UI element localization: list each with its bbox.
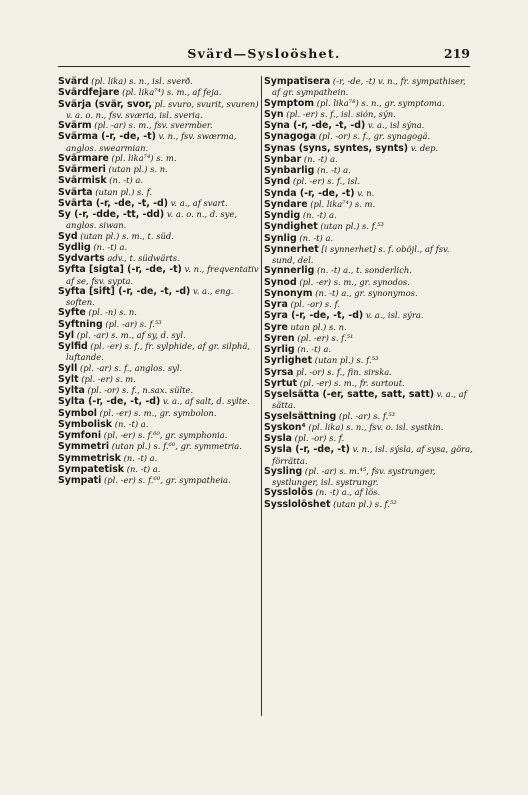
entry-definition: (pl. lika⁷⁴) s. m.: [307, 198, 376, 209]
dictionary-entry: [264, 244, 474, 266]
entry-headword: Syfta [sigta] (-r, -de, -t): [58, 264, 182, 276]
entry-definition: v. n., freqventativ af se, fsv. sypta.: [66, 264, 259, 286]
dictionary-entry: [264, 98, 474, 109]
dictionary-entry: [264, 210, 474, 221]
entry-definition: v. a., af sätta.: [272, 389, 467, 411]
entry-definition: (pl. -n) s. n.: [85, 307, 137, 318]
entry-definition: (n. -t) a.: [112, 418, 149, 429]
entry-definition: (n. -t) a.: [296, 232, 334, 243]
dictionary-entry: [58, 396, 260, 407]
entry-definition: (utan pl.) s. f.⁵³: [312, 355, 379, 366]
dictionary-entry: [264, 109, 474, 120]
entry-definition: (pl. -er) s. f.⁶⁰, gr. sympatheia.: [101, 475, 231, 485]
dictionary-entry: [58, 419, 260, 430]
dictionary-entry: [264, 143, 474, 154]
dictionary-entry: [58, 164, 260, 175]
entry-headword: Symmetri: [58, 441, 110, 453]
entry-headword: Syrlig: [264, 344, 295, 355]
dictionary-entry: [58, 76, 260, 87]
entry-definition: (n. -t) a., t. sonderlich.: [314, 265, 412, 276]
dictionary-entry: [58, 385, 260, 396]
entry-headword: Syra (-r, -de, -t, -d): [264, 310, 364, 322]
dictionary-entry: [58, 475, 260, 486]
entry-definition: (utan pl.) s. m., t. süd.: [77, 230, 174, 241]
entry-definition: (utan pl.) s. f.⁵³: [317, 221, 384, 232]
entry-definition: v. a., af salt, d. sylte.: [160, 396, 250, 407]
dictionary-entry: [264, 188, 474, 199]
entry-headword: Syndig: [264, 210, 301, 221]
entry-definition: (pl. -er) s. f., isl.: [290, 176, 360, 187]
entry-headword: Syrlighet: [264, 355, 313, 367]
entry-headword: Sympatetisk: [58, 463, 125, 475]
entry-headword: Svärd: [58, 76, 89, 87]
dictionary-entry: [264, 233, 474, 244]
entry-definition: v. n.: [354, 187, 375, 198]
dictionary-entry: [264, 411, 474, 422]
entry-definition: (pl. -or) s. f.: [287, 299, 341, 309]
dictionary-entry: [58, 187, 260, 198]
page-header: [58, 46, 470, 67]
dictionary-entry: [264, 165, 474, 176]
dictionary-entry: [264, 444, 474, 466]
entry-headword: Syna (-r, -de, -t, -d): [264, 120, 366, 131]
entry-definition: v. a. o. n., d. sye, anglos. siwan.: [66, 209, 238, 231]
dictionary-entry: [58, 374, 260, 385]
entry-definition: (n. -t) a.: [90, 241, 128, 252]
dictionary-entry: [58, 242, 260, 253]
entry-headword: Symbol: [58, 407, 97, 419]
dictionary-entry: [264, 378, 474, 389]
entry-definition: v. a., isl. sýra.: [363, 310, 424, 321]
dictionary-entry: [264, 367, 474, 378]
entry-headword: Syndare: [264, 198, 308, 210]
entry-headword: Svärja (svär, svor,: [58, 98, 152, 110]
dictionary-entry: [58, 209, 260, 231]
entry-headword: Syftning: [58, 318, 103, 330]
entry-headword: Syrsa: [264, 366, 294, 378]
dictionary-entry: [58, 99, 260, 121]
entry-headword: Svärta (-r, -de, -t, -d): [58, 197, 168, 209]
dictionary-entry: [58, 286, 260, 308]
entry-definition: (pl. -ar) s. f.⁵³: [102, 318, 162, 329]
entry-headword: Sydlig: [58, 241, 91, 253]
entry-definition: (pl. -er) s. m., fr. surtout.: [297, 377, 405, 388]
entry-definition: (n. -t) a.: [124, 463, 161, 474]
dictionary-entry: [264, 422, 474, 433]
dictionary-entry: [264, 355, 474, 366]
entry-definition: (n. -t) a.: [300, 210, 337, 220]
entry-definition: (pl. -ar) s. m., af sy, d. syl.: [74, 329, 186, 340]
dictionary-entry: [264, 499, 474, 510]
dictionary-entry: [58, 120, 260, 131]
entry-headword: Sysslolöshet: [264, 498, 331, 510]
entry-headword: Synbarlig: [264, 165, 315, 176]
entry-headword: Syselsättning: [264, 410, 337, 422]
entry-headword: Syndighet: [264, 221, 318, 233]
dictionary-entry: [58, 175, 260, 186]
entry-definition: (pl. -er) s. f.⁵¹: [294, 332, 354, 343]
entry-definition: (pl. -er) s. f.⁶⁰, gr. symphonia.: [101, 430, 228, 440]
dictionary-entry: [58, 441, 260, 452]
entry-definition: (n. -t) a.: [120, 452, 158, 463]
entry-headword: Svärmeri: [58, 164, 106, 175]
entry-headword: Sylta (-r, -de, -t, -d): [58, 396, 161, 408]
dictionary-entry: [58, 253, 260, 264]
entry-definition: (pl. -ar) s. f.⁵³: [336, 410, 396, 421]
entry-definition: (pl. -ar) s. f., anglos. syl.: [77, 362, 183, 373]
entry-headword: Syskon⁴: [264, 421, 306, 433]
entry-definition: pl. svuro, svurit, svuren) v. a. o. n., fsv. sværia, isl. sveria.: [66, 98, 259, 120]
dictionary-entry: [264, 344, 474, 355]
entry-definition: (pl. lika) s. n., isl. sverð.: [88, 76, 193, 86]
dictionary-entry: [264, 288, 474, 299]
entry-headword: Synnerhet: [264, 243, 319, 255]
entry-definition: pl. -or) s. f., fin. sirska.: [293, 366, 392, 377]
running-head: Svärd—Sysloöshet.: [187, 46, 341, 61]
dictionary-entry: [264, 131, 474, 142]
entry-headword: Synd: [264, 176, 291, 188]
entry-definition: (pl. lika⁷⁸) s. n., gr. symptoma.: [314, 97, 445, 108]
entry-definition: (pl. -er) s. m., gr. synodos.: [296, 276, 410, 287]
entry-headword: Synbar: [264, 153, 302, 165]
dictionary-entry: [264, 466, 474, 488]
dictionary-entry: [264, 322, 474, 333]
dictionary-entry: [264, 120, 474, 131]
entry-headword: Syselsätta (-er, satte, satt, satt): [264, 389, 434, 400]
dictionary-entry: [58, 341, 260, 363]
entry-definition: (n. -t) a., af lös.: [312, 487, 381, 498]
entry-headword: Svärta: [58, 186, 93, 198]
entry-definition: (pl. lika⁷⁴) s. m., af feja.: [119, 87, 222, 98]
entry-definition: adv., t. südwärts.: [104, 253, 180, 263]
entry-headword: Svärmisk: [58, 175, 107, 187]
entry-headword: Sy (-r, -dde, -tt, -dd): [58, 209, 165, 220]
entry-definition: utan pl.) s. n.: [287, 321, 347, 332]
entry-headword: Symfoni: [58, 430, 102, 441]
entry-headword: Syre: [264, 321, 288, 333]
entry-definition: [i synnerhet] s. f. oböjl., af fsv. sund, del.: [272, 243, 450, 265]
entry-headword: Symptom: [264, 97, 315, 109]
entry-definition: v. a., af svart.: [168, 197, 228, 208]
entry-headword: Sylta: [58, 385, 85, 396]
entry-definition: (pl. -or) s. f., gr. synagogä.: [316, 131, 431, 142]
entry-definition: (n. -t) a.: [314, 165, 351, 175]
entry-definition: v. a., isl sýna.: [365, 120, 425, 130]
dictionary-entry: [58, 430, 260, 441]
entry-headword: Svärm: [58, 120, 92, 131]
entry-headword: Sysling: [264, 465, 303, 477]
dictionary-entry: [58, 264, 260, 286]
dictionary-entry: [58, 87, 260, 98]
entry-definition: (utan pl.) s. n.: [105, 164, 168, 174]
entry-definition: (utan pl.) s. f.⁶⁰, gr. symmetria.: [109, 441, 242, 452]
dictionary-entry: [58, 319, 260, 330]
dictionary-entry: [264, 487, 474, 498]
entry-definition: (pl. -or) s. f., n.sax. sülte.: [84, 385, 194, 395]
entry-definition: (n. -t) a.: [301, 153, 338, 164]
entry-headword: Synagoga: [264, 131, 317, 143]
dictionary-entry: [58, 453, 260, 464]
dictionary-entry: [264, 310, 474, 321]
dictionary-entry: [58, 307, 260, 318]
dictionary-entry: [58, 408, 260, 419]
entry-headword: Sylfid: [58, 341, 88, 352]
entry-headword: Syl: [58, 329, 75, 341]
dictionary-entry: [58, 153, 260, 164]
entry-headword: Symbolisk: [58, 418, 113, 430]
entry-headword: Synonym: [264, 287, 313, 299]
entry-definition: (pl. lika) s. n., fsv. o. isl. systkin.: [305, 421, 444, 432]
entry-definition: (-r, -de, -t) v. n., fr. sympathiser, af gr. sympathein.: [272, 76, 466, 98]
entry-headword: Svärma (-r, -de, -t): [58, 131, 156, 143]
entry-definition: v. n., isl. sýsla, af sysa, göra, förrätta.: [272, 444, 473, 466]
entry-definition: (pl. -er) s. m., gr. symbolon.: [97, 407, 217, 418]
entry-headword: Syd: [58, 230, 78, 242]
entry-definition: (utan pl.) s. f.⁵²: [330, 498, 397, 509]
dictionary-entry: [58, 231, 260, 242]
entry-headword: Synda (-r, -de, -t): [264, 187, 355, 199]
entry-headword: Sylt: [58, 373, 79, 385]
entry-definition: (pl. -er) s. m.: [78, 373, 136, 384]
entry-definition: (pl. -ar) s. m.⁴⁵, fsv. systrunger, systlunger, isl. systrungr.: [272, 465, 436, 487]
entry-definition: (pl. lika⁷⁴) s. m.: [108, 152, 177, 163]
dictionary-entry: [58, 131, 260, 153]
dictionary-entry: [58, 330, 260, 341]
right-column: [264, 76, 474, 510]
entry-definition: (pl. -er) s. f., isl. sión, sýn.: [283, 108, 396, 119]
entry-headword: Syfta [sift] (-r, -de, -t, -d): [58, 285, 191, 297]
entry-definition: v. a., eng. soften.: [66, 285, 234, 307]
entry-headword: Sydvarts: [58, 253, 105, 264]
entry-headword: Svärmare: [58, 152, 109, 164]
entry-headword: Synlig: [264, 232, 297, 244]
entry-definition: (pl. -ar) s. m., fsv. svermber.: [91, 120, 213, 130]
left-column: [58, 76, 260, 486]
entry-headword: Syn: [264, 108, 284, 120]
entry-headword: Syfte: [58, 307, 86, 319]
entry-definition: (n. -t) a.: [106, 175, 144, 186]
dictionary-entry: [264, 433, 474, 444]
entry-headword: Syll: [58, 362, 78, 374]
dictionary-entry: [264, 199, 474, 210]
dictionary-entry: [264, 176, 474, 187]
entry-definition: (utan pl.) s. f.: [92, 186, 153, 197]
dictionary-entry: [264, 265, 474, 276]
entry-definition: (n. -t) a., gr. synonymos.: [312, 287, 418, 298]
entry-definition: v. n., fsv. swærma, anglos. swearmian.: [66, 131, 237, 153]
dictionary-entry: [58, 198, 260, 209]
column-divider: [261, 76, 262, 716]
entry-headword: Syrtut: [264, 377, 298, 389]
dictionary-entry: [264, 277, 474, 288]
entry-definition: (n. -t) a.: [294, 344, 332, 354]
entry-headword: Syra: [264, 299, 288, 310]
entry-headword: Synod: [264, 276, 297, 288]
entry-headword: Sysla (-r, -de, -t): [264, 444, 350, 456]
entry-headword: Synnerlig: [264, 265, 315, 277]
entry-headword: Synas (syns, syntes, synts): [264, 142, 409, 154]
dictionary-entry: [58, 464, 260, 475]
dictionary-entry: [264, 154, 474, 165]
entry-headword: Symmetrisk: [58, 452, 121, 464]
page-number: 219: [443, 46, 470, 61]
dictionary-entry: [264, 76, 474, 98]
entry-headword: Svärdfejare: [58, 87, 120, 99]
entry-headword: Sympati: [58, 475, 102, 486]
entry-headword: Sympatisera: [264, 76, 331, 87]
entry-definition: (pl. -or) s. f.: [291, 433, 345, 443]
dictionary-entry: [58, 363, 260, 374]
dictionary-entry: [264, 333, 474, 344]
dictionary-entry: [264, 221, 474, 232]
dictionary-entry: [264, 299, 474, 310]
entry-definition: (pl. -er) s. f., fr. sylphide, af gr. silphä, luftande.: [66, 341, 251, 363]
entry-definition: v. dep.: [408, 142, 439, 153]
entry-headword: Sysslolös: [264, 487, 313, 499]
entry-headword: Sysla: [264, 433, 292, 444]
dictionary-entry: [264, 389, 474, 411]
entry-headword: Syren: [264, 332, 295, 344]
